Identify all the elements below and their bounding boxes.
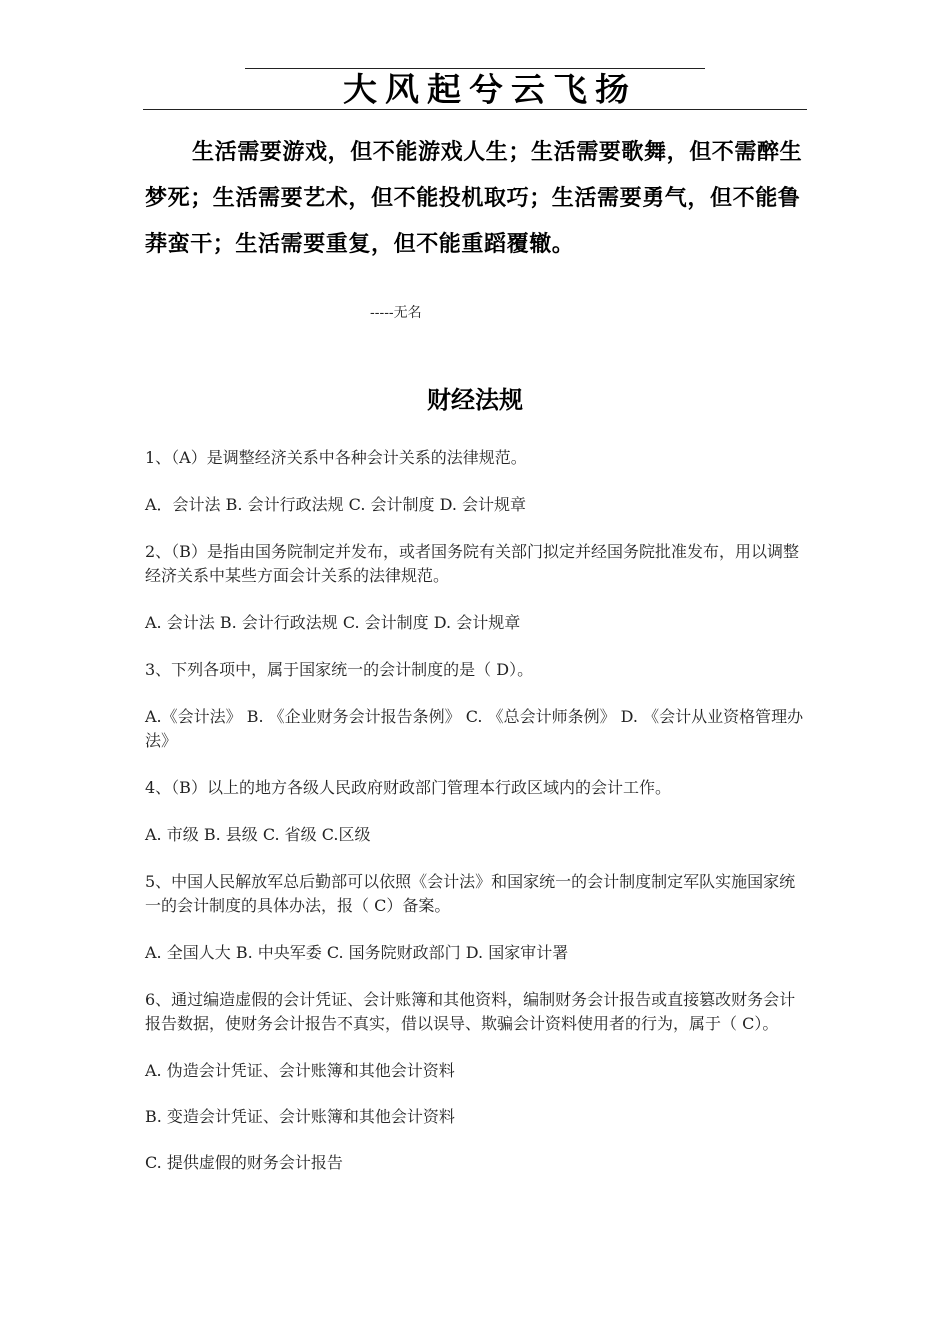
options-4: A. 市级 B. 县级 C. 省级 C.区级 — [145, 825, 371, 844]
option-6a: A. 伪造会计凭证、会计账簿和其他会计资料 — [145, 1061, 455, 1080]
question-list — [145, 446, 805, 1197]
question-5: 5、中国人民解放军总后勤部可以依照《会计法》和国家统一的会计制度制定军队实施国家统一的会计制度的具体办法，报（ C）备案。 — [145, 872, 796, 915]
option-6c: C. 提供虚假的财务会计报告 — [145, 1153, 343, 1172]
options-1: A．会计法 B. 会计行政法规 C. 会计制度 D. 会计规章 — [145, 495, 527, 514]
question-4: 4、（B）以上的地方各级人民政府财政部门管理本行政区域内的会计工作。 — [145, 778, 671, 797]
section-title: 财经法规 — [427, 386, 523, 414]
options-5: A. 全国人大 B. 中央军委 C. 国务院财政部门 D. 国家审计署 — [145, 943, 569, 962]
header-rule-top — [245, 68, 705, 69]
quote-author: -----无名 — [370, 305, 422, 321]
options-2: A. 会计法 B. 会计行政法规 C. 会计制度 D. 会计规章 — [145, 613, 521, 632]
quote-text: 生活需要游戏，但不能游戏人生；生活需要歌舞，但不需醉生梦死；生活需要艺术，但不能投机取巧；生活需要勇气，但不能鲁莽蛮干；生活需要重复，但不能重蹈覆辙。 — [145, 140, 803, 257]
header-rule-bottom — [143, 109, 807, 110]
question-2: 2、（B）是指由国务院制定并发布，或者国务院有关部门拟定并经国务院批准发布，用以调整经济关系中某些方面会计关系的法律规范。 — [145, 542, 799, 585]
question-1: 1、（A）是调整经济关系中各种会计关系的法律规范。 — [145, 448, 527, 467]
option-6b: B. 变造会计凭证、会计账簿和其他会计资料 — [145, 1107, 455, 1126]
question-6: 6、通过编造虚假的会计凭证、会计账簿和其他资料，编制财务会计报告或直接篡改财务会计报告数据，使财务会计报告不真实，借以误导、欺骗会计资料使用者的行为，属于（ C）。 — [145, 990, 796, 1033]
options-3: A.《会计法》 B. 《企业财务会计报告条例》 C. 《总会计师条例》 D. 《会计从业资格管理办法》 — [145, 707, 804, 750]
question-3: 3、下列各项中，属于国家统一的会计制度的是（ D）。 — [145, 660, 534, 679]
banner-calligraphy: 大风起兮云飞扬 — [343, 71, 637, 109]
